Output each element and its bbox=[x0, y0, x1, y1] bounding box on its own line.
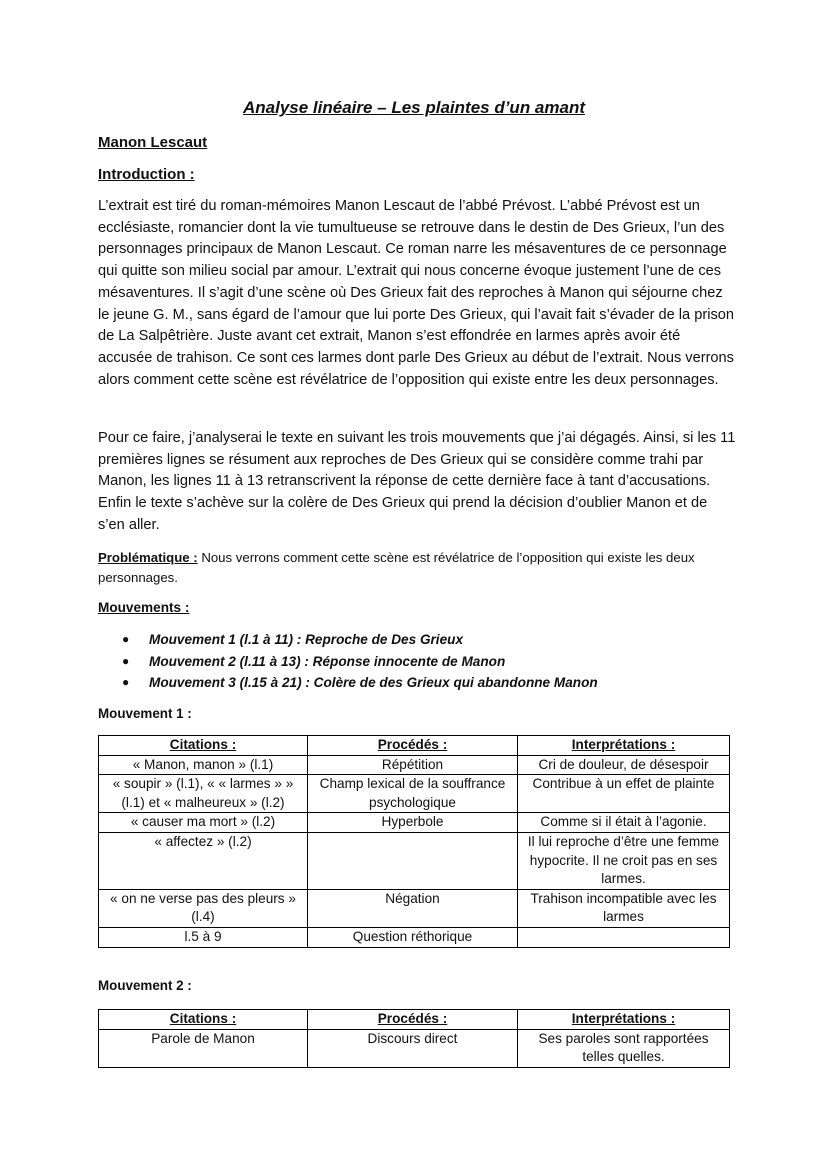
problematique-text: Nous verrons comment cette scène est révélatrice de l’opposition qui existe les deux personnages. bbox=[98, 550, 695, 585]
table-cell: Négation bbox=[308, 889, 518, 927]
table-row bbox=[99, 755, 730, 775]
table-cell: Comme si il était à l’agonie. bbox=[518, 813, 730, 833]
header-procedes: Procédés : bbox=[308, 1010, 518, 1030]
mouvement-1-table bbox=[98, 735, 730, 948]
table-cell: Cri de douleur, de désespoir bbox=[518, 755, 730, 775]
header-interpretations: Interprétations : bbox=[518, 736, 730, 756]
problematique-label: Problématique : bbox=[98, 550, 198, 565]
table-cell: l.5 à 9 bbox=[99, 927, 308, 947]
table-row bbox=[99, 889, 730, 927]
mouvements-heading: Mouvements : bbox=[98, 600, 190, 615]
table-cell: « on ne verse pas des pleurs » (l.4) bbox=[99, 889, 308, 927]
mouvement-2-text: Mouvement 2 (l.11 à 13) : Réponse innocente de Manon bbox=[149, 653, 506, 669]
mouvement-1-label: Mouvement 1 : bbox=[98, 706, 192, 721]
table-cell bbox=[518, 927, 730, 947]
mouvement-2-table bbox=[98, 1009, 730, 1068]
table-row bbox=[99, 832, 730, 889]
table-cell: Hyperbole bbox=[308, 813, 518, 833]
list-item bbox=[120, 629, 598, 651]
table-cell bbox=[308, 832, 518, 889]
list-item bbox=[120, 672, 598, 694]
introduction-paragraph-2: Pour ce faire, j’analyserai le texte en suivant les trois mouvements que j’ai dégagés. Ainsi, si les 11 premières lignes se résument aux reproches de Des Grieux qui se considère comme trahi par Manon, les lignes 11 à 13 retranscrivent la réponse de cette dernière face à tant d’accusations. Enfin le texte s’achève sur la colère de Des Grieux qui prend la décision d’oublier Manon et de s’en aller. bbox=[98, 430, 736, 533]
table-row bbox=[99, 927, 730, 947]
table-row bbox=[99, 775, 730, 813]
bullet-icon: ● bbox=[122, 675, 130, 689]
table-cell: « Manon, manon » (l.1) bbox=[99, 755, 308, 775]
mouvement-2-label: Mouvement 2 : bbox=[98, 978, 192, 993]
table-cell: « soupir » (l.1), « « larmes » » (l.1) et « malheureux » (l.2) bbox=[99, 775, 308, 813]
bullet-icon: ● bbox=[122, 632, 130, 646]
table-row bbox=[99, 813, 730, 833]
mouvement-3-text: Mouvement 3 (l.15 à 21) : Colère de des Grieux qui abandonne Manon bbox=[149, 675, 598, 690]
table-row bbox=[99, 1029, 730, 1067]
table-cell: Discours direct bbox=[308, 1029, 518, 1067]
introduction-heading: Introduction : bbox=[98, 166, 195, 183]
table-cell: Champ lexical de la souffrance psychologique bbox=[308, 775, 518, 813]
bullet-icon: ● bbox=[122, 653, 130, 668]
table-cell: « causer ma mort » (l.2) bbox=[99, 813, 308, 833]
introduction-paragraph-1: L’extrait est tiré du roman-mémoires Manon Lescaut de l’abbé Prévost. L’abbé Prévost est un ecclésiaste, romancier dont la vie tumultueuse se retrouve dans le destin de Des Grieux, l’un des personnages principaux de Manon Lescaut. Ce roman narre les mésaventures de ce personnage qui quitte son milieu social par amour. L’extrait qui nous concerne évoque justement l’une de ces mésaventures. Il s’agit d’une scène où Des Grieux fait des reproches à Manon qui séjourne chez le jeune G. M., sans égard de l’amour que lui porte Des Grieux, qui l’avait fait s’évader de la prison de La Salpêtrière. Juste avant cet extrait, Manon s’est effondrée en larmes après avoir été accusée de trahison. Ce sont ces larmes dont parle Des Grieux au début de l’extrait. Nous verrons alors comment cette scène est révélatrice de l’opposition qui existe entre les deux personnages. bbox=[98, 198, 734, 388]
work-title-heading: Manon Lescaut bbox=[98, 134, 208, 151]
table-header-row bbox=[99, 736, 730, 756]
list-item bbox=[120, 651, 598, 673]
header-procedes: Procédés : bbox=[308, 736, 518, 756]
table-cell: Question réthorique bbox=[308, 927, 518, 947]
table-cell: Trahison incompatible avec les larmes bbox=[518, 889, 730, 927]
table-cell: « affectez » (l.2) bbox=[99, 832, 308, 889]
header-interpretations: Interprétations : bbox=[518, 1010, 730, 1030]
table-header-row bbox=[99, 1010, 730, 1030]
document-title: Analyse linéaire – Les plaintes d’un amant bbox=[242, 98, 585, 117]
header-citations: Citations : bbox=[99, 1010, 308, 1030]
mouvements-list bbox=[120, 629, 598, 694]
table-cell: Répétition bbox=[308, 755, 518, 775]
table-cell: Parole de Manon bbox=[99, 1029, 308, 1067]
table-cell: Ses paroles sont rapportées telles quelles. bbox=[518, 1029, 730, 1067]
table-cell: Il lui reproche d’être une femme hypocrite. Il ne croit pas en ses larmes. bbox=[518, 832, 730, 889]
table-cell: Contribue à un effet de plainte bbox=[518, 775, 730, 813]
header-citations: Citations : bbox=[99, 736, 308, 756]
problematique-paragraph bbox=[98, 548, 738, 588]
mouvement-1-text: Mouvement 1 (l.1 à 11) : Reproche de Des Grieux bbox=[149, 632, 464, 647]
